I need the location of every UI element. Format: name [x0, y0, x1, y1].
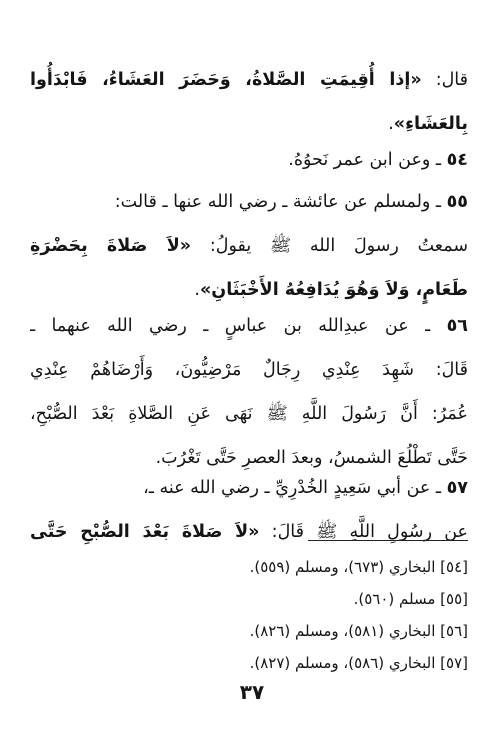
text-run: سمعتُ رسولَ الله ﷺ يقولُ:: [191, 236, 468, 256]
hadith-number: ٥٦: [446, 316, 468, 336]
footnote: [٥٧] البخاري (٥٨٦)، ومسلم (٨٢٧).: [249, 654, 468, 672]
page-number: ٣٧: [239, 680, 265, 704]
text-run: عُمَرُ: أَنَّ رَسُولَ اللَّهِ ﷺ نَهَى عَنِ الصَّلاةِ بَعْدَ الصُّبْحِ،: [30, 404, 468, 424]
hadith-number: ٥٥: [446, 192, 468, 212]
hadith-quote: طَعَامٍ، وَلاَ وَهُوَ يُدَافِعُهُ الأَخْبَثَانِ»: [199, 280, 468, 300]
paragraph-hadith-53-continued: [30, 58, 468, 146]
footnote: [٥٦] البخاري (٥٨١)، ومسلم (٨٢٦).: [249, 622, 468, 640]
hadith-quote: بِالعَشَاءِ»: [393, 114, 468, 134]
text-line: [30, 138, 468, 182]
hadith-number: ٥٤: [446, 150, 468, 170]
hadith-number: ٥٧: [446, 478, 468, 498]
text-line: [30, 392, 468, 436]
hadith-quote: «لاَ صَلاةَ بَعْدَ الصُّبْحِ حَتَّى: [30, 522, 260, 542]
footnote-divider: [308, 540, 468, 541]
paragraph-hadith-55: [30, 180, 468, 312]
text-run: حَتَّى تَطْلُعَ الشمسُ، وبعدَ العصرِ حَتَّى تَغْرُبَ.: [155, 448, 468, 468]
hadith-quote: «لاَ صَلاةَ بِحَضْرَةِ: [30, 236, 192, 256]
text-run: ـ عن أبي سَعِيدٍ الخُدْرِيِّ ـ رضي الله عنه ـ،: [143, 478, 447, 498]
text-run: .: [388, 114, 394, 134]
hadith-quote: «إذا أُقِيمَتِ الصَّلاةُ، وَحَضَرَ العَشَاءُ، فَابْدَأُوا: [30, 70, 422, 90]
text-line: [30, 348, 468, 392]
text-run: عن رسُولِ اللَّهِ ﷺ قَالَ:: [259, 522, 468, 542]
text-run: قال:: [421, 70, 468, 90]
text-run: ـ ولمسلم عن عائشة ـ رضي الله عنها ـ قالت:: [114, 192, 447, 212]
text-line: [30, 466, 468, 510]
text-line: [30, 180, 468, 224]
text-line: [30, 304, 468, 348]
text-run: ـ عن عبدِالله بن عباسٍ ـ رضي الله عنهما ـ: [30, 316, 447, 336]
text-line: [30, 58, 468, 102]
text-run: قَالَ: شَهِدَ عِنْدِي رِجَالٌ مَرْضِيُّونَ، وَأَرْضَاهُمْ عِنْدِي: [30, 360, 468, 380]
text-run: ـ وعن ابن عمر نَحوُهُ.: [288, 150, 447, 170]
text-line: [30, 510, 468, 554]
footnote: [٥٥] مسلم (٥٦٠).: [353, 590, 468, 608]
text-line: [30, 224, 468, 268]
paragraph-hadith-54: [30, 138, 468, 182]
paragraph-hadith-56: [30, 304, 468, 480]
footnote: [٥٤] البخاري (٦٧٣)، ومسلم (٥٥٩).: [249, 558, 468, 576]
text-run: .: [194, 280, 200, 300]
